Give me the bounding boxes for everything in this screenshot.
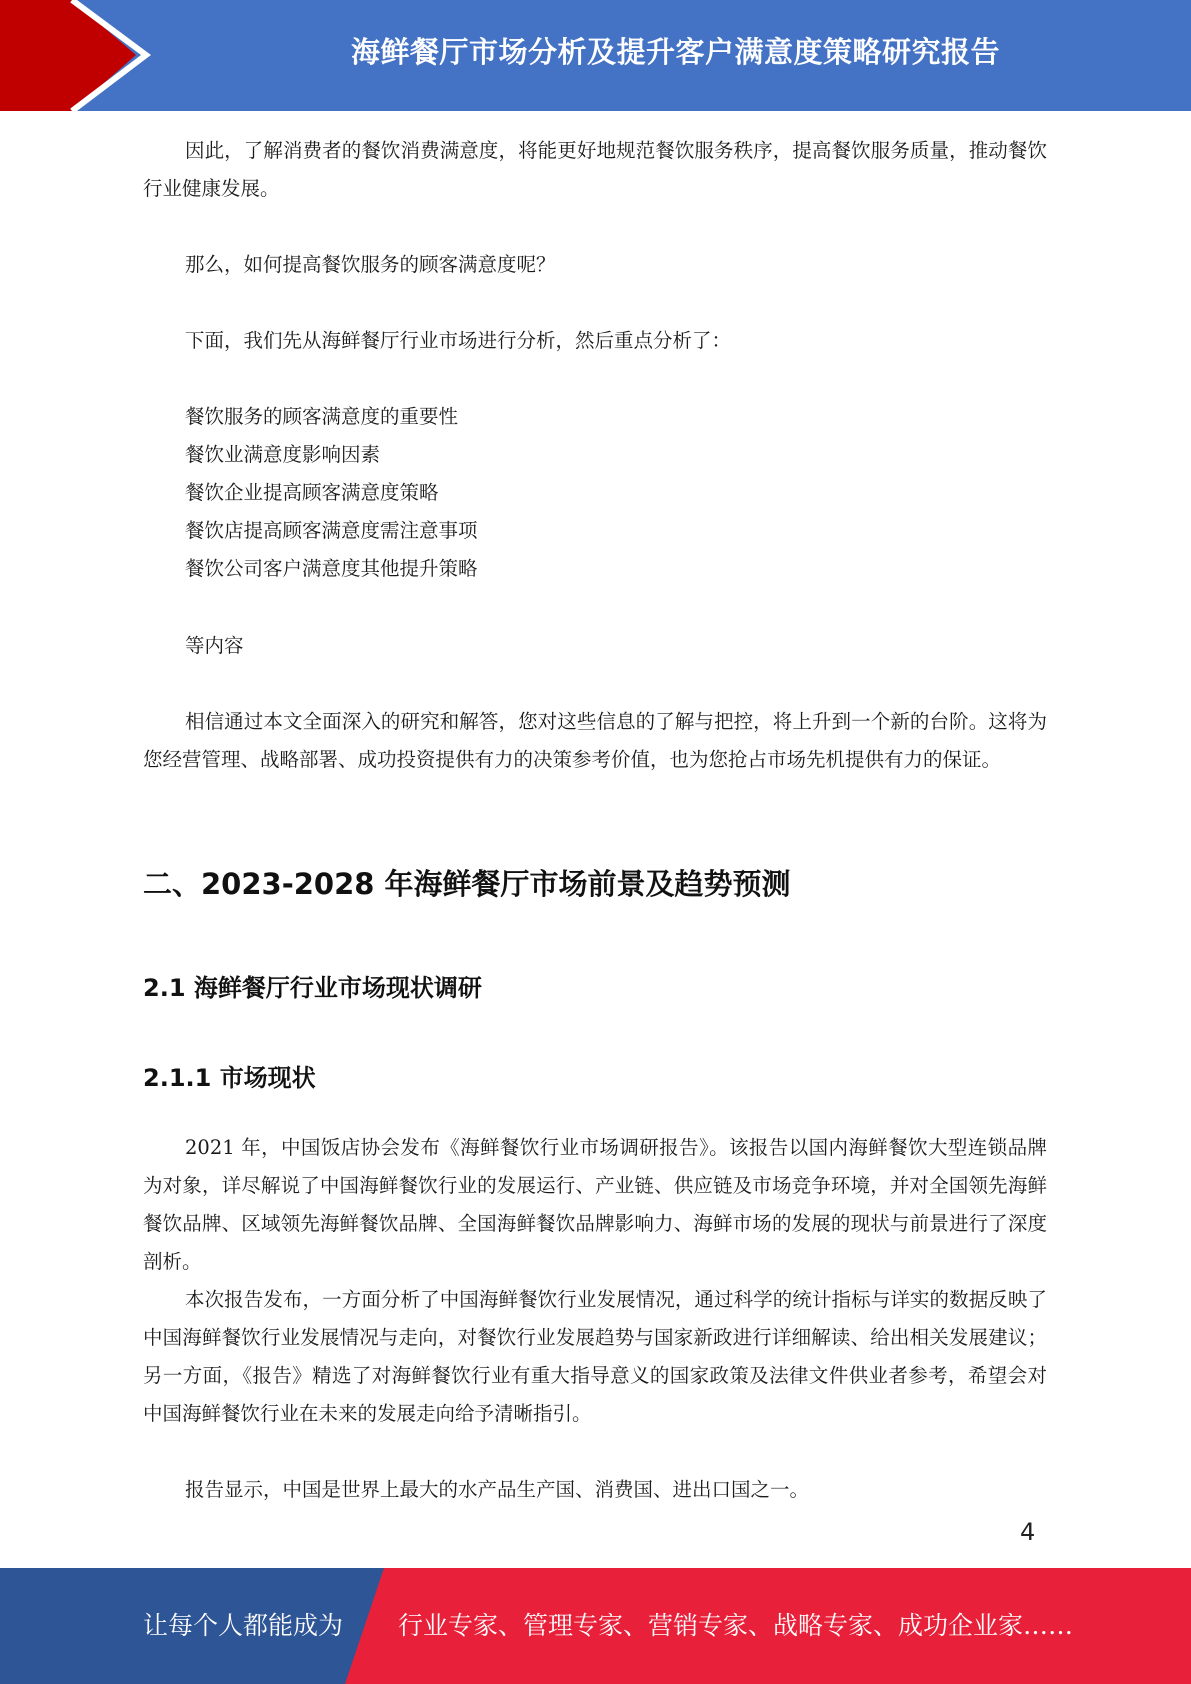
footer-slogan-right: 行业专家、管理专家、营销专家、战略专家、成功企业家…… (398, 1611, 1074, 1640)
subsection-heading: 2.1 海鲜餐厅行业市场现状调研 (143, 974, 482, 1002)
paragraph-report-2021: 2021 年，中国饭店协会发布《海鲜餐饮行业市场调研报告》。该报告以国内海鲜餐饮大型连锁品牌为对象，详尽解说了中国海鲜餐饮行业的发展运行、产业链、供应链及市场竞争环境，并对全国领先海鲜餐饮品牌、区域领先海鲜餐饮品牌、全国海鲜餐饮品牌影响力、海鲜市场的发展的现状与前景进行了深度剖析。 (143, 1136, 1047, 1273)
paragraph-report-release: 本次报告发布，一方面分析了中国海鲜餐饮行业发展情况，通过科学的统计指标与详实的数据反映了中国海鲜餐饮行业发展情况与走向，对餐饮行业发展趋势与国家新政进行详细解读、给出相关发展建议；另一方面，《报告》精选了对海鲜餐饮行业有重大指导意义的国家政策及法律文件供业者参考，希望会对中国海鲜餐饮行业在未来的发展走向给予清晰指引。 (143, 1288, 1047, 1425)
paragraph-analysis-lead: 下面，我们先从海鲜餐厅行业市场进行分析，然后重点分析了： (185, 329, 732, 352)
paragraph-etc: 等内容 (185, 634, 244, 657)
section-heading: 二、2023-2028 年海鲜餐厅市场前景及趋势预测 (143, 867, 791, 901)
footer-banner (0, 1568, 1191, 1684)
subsubsection-heading: 2.1.1 市场现状 (143, 1064, 316, 1092)
list-item: 餐饮企业提高顾客满意度策略 (185, 481, 439, 504)
paragraph-conclusion: 相信通过本文全面深入的研究和解答，您对这些信息的了解与把控，将上升到一个新的台阶。这将为您经营管理、战略部署、成功投资提供有力的决策参考价值，也为您抢占市场先机提供有力的保证。 (143, 710, 1047, 771)
paragraph-intro: 因此，了解消费者的餐饮消费满意度，将能更好地规范餐饮服务秩序，提高餐饮服务质量，推动餐饮行业健康发展。 (143, 139, 1047, 200)
header-banner (0, 0, 1191, 111)
paragraph-question: 那么，如何提高餐饮服务的顾客满意度呢？ (185, 253, 556, 276)
page-number: 4 (1020, 1518, 1036, 1546)
document-title: 海鲜餐厅市场分析及提升客户满意度策略研究报告 (350, 34, 1000, 69)
footer-slogan-left: 让每个人都能成为 (143, 1611, 344, 1640)
list-item: 餐饮业满意度影响因素 (185, 443, 381, 466)
list-item: 餐饮店提高顾客满意度需注意事项 (185, 519, 478, 542)
paragraph-report-findings: 报告显示，中国是世界上最大的水产品生产国、消费国、进出口国之一。 (185, 1478, 810, 1501)
list-item: 餐饮服务的顾客满意度的重要性 (185, 405, 459, 428)
list-item: 餐饮公司客户满意度其他提升策略 (185, 557, 478, 580)
